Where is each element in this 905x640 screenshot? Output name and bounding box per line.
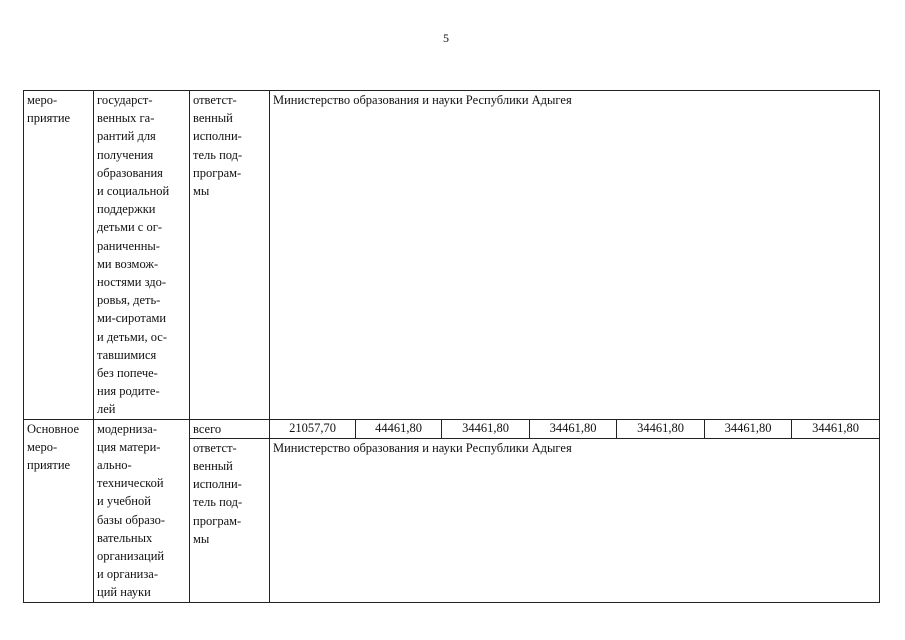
activity-type-cell	[24, 91, 94, 420]
table-row	[24, 419, 880, 438]
text-line: и учебной	[97, 494, 151, 509]
responsible-executor-cell: Министерство образования и науки Республики Адыгея	[270, 438, 880, 602]
value-cell: 34461,80	[705, 419, 792, 438]
text-line: технической	[97, 476, 164, 491]
text-line: ностями здо-	[97, 275, 167, 290]
text-line: и организа-	[97, 567, 159, 582]
text-line: исполни-	[193, 129, 242, 144]
text-line: раниченны-	[97, 238, 160, 253]
value-cell: 34461,80	[617, 419, 705, 438]
text-line: венный	[193, 459, 233, 474]
text-line: приятие	[27, 458, 71, 473]
text-line: ровья, деть-	[97, 293, 161, 308]
value-cell: 44461,80	[356, 419, 442, 438]
text-line: и социальной	[97, 184, 170, 199]
text-line: приятие	[27, 111, 71, 126]
table-row	[24, 91, 880, 420]
text-line: мы	[193, 184, 210, 199]
text-line: рантий для	[97, 129, 156, 144]
text-line: организаций	[97, 549, 165, 564]
text-line: ми-сиротами	[97, 311, 167, 326]
activity-description-cell	[94, 91, 190, 420]
responsible-executor-cell: Министерство образования и науки Республики Адыгея	[270, 91, 880, 420]
text-line: венный	[193, 111, 233, 126]
text-line: тель под-	[193, 147, 243, 162]
text-line: государст-	[97, 93, 153, 107]
text-line: ответст-	[193, 93, 237, 107]
responsible-role-cell	[190, 438, 270, 602]
text-line: програм-	[193, 513, 242, 528]
text-line: венных га-	[97, 111, 155, 126]
text-line: Основное	[27, 421, 80, 436]
text-line: вательных	[97, 530, 153, 545]
text-line: тавшимися	[97, 347, 157, 362]
text-line: исполни-	[193, 477, 242, 492]
text-line: образования	[97, 165, 163, 180]
value-cell: 34461,80	[530, 419, 617, 438]
activity-description-cell	[94, 419, 190, 602]
text-line: ния родите-	[97, 384, 160, 399]
text-line: ций науки	[97, 585, 151, 600]
text-line: лей	[97, 402, 116, 417]
text-line: ально-	[97, 458, 132, 473]
text-line: ция матери-	[97, 439, 161, 454]
text-line: и детьми, ос-	[97, 329, 168, 344]
text-line: поддержки	[97, 202, 156, 217]
text-line: модерниза-	[97, 421, 157, 436]
text-line: ми возмож-	[97, 256, 159, 271]
text-line: програм-	[193, 165, 242, 180]
text-line: меро-	[27, 93, 58, 107]
total-label-cell: всего	[190, 419, 270, 438]
text-line: меро-	[27, 439, 58, 454]
page-number: 5	[443, 31, 449, 45]
value-cell: 34461,80	[442, 419, 530, 438]
value-cell: 34461,80	[792, 419, 880, 438]
responsible-role-cell	[190, 91, 270, 420]
text-line: получения	[97, 147, 154, 162]
text-line: базы образо-	[97, 512, 166, 527]
text-line: детьми с ог-	[97, 220, 163, 235]
activity-type-cell	[24, 419, 94, 602]
text-line: тель под-	[193, 495, 243, 510]
text-line: без попече-	[97, 366, 158, 381]
value-cell: 21057,70	[270, 419, 356, 438]
text-line: мы	[193, 531, 210, 546]
program-table	[23, 90, 880, 603]
text-line: ответст-	[193, 440, 237, 455]
